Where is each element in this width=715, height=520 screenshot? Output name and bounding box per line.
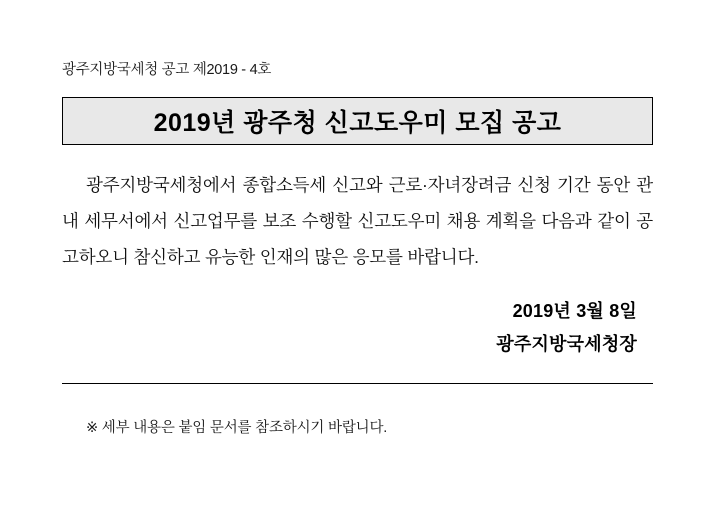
document-page: [0, 58, 715, 520]
document-title: 2019년 광주청 신고도우미 모집 공고: [153, 109, 562, 137]
footnote-text: ※ 세부 내용은 붙임 문서를 참조하시기 바랍니다.: [86, 420, 388, 436]
body-paragraph: [62, 167, 653, 275]
signature-date: 2019년 3월 8일: [512, 301, 637, 321]
signature-issuer: 광주지방국세청장: [496, 334, 637, 354]
signature-block: [62, 295, 653, 361]
horizontal-divider: [62, 383, 653, 384]
document-number: 광주지방국세청 공고 제2019 - 4호: [62, 62, 272, 78]
body-paragraph-text: 광주지방국세청에서 종합소득세 신고와 근로·자녀장려금 신청 기간 동안 관내 세무서에서 신고업무를 보조 수행할 신고도우미 채용 계획을 다음과 같이 공고하오니 참신하고 유능한 인재의 많은 응모를 바랍니다.: [62, 175, 653, 267]
title-banner: [62, 97, 653, 145]
